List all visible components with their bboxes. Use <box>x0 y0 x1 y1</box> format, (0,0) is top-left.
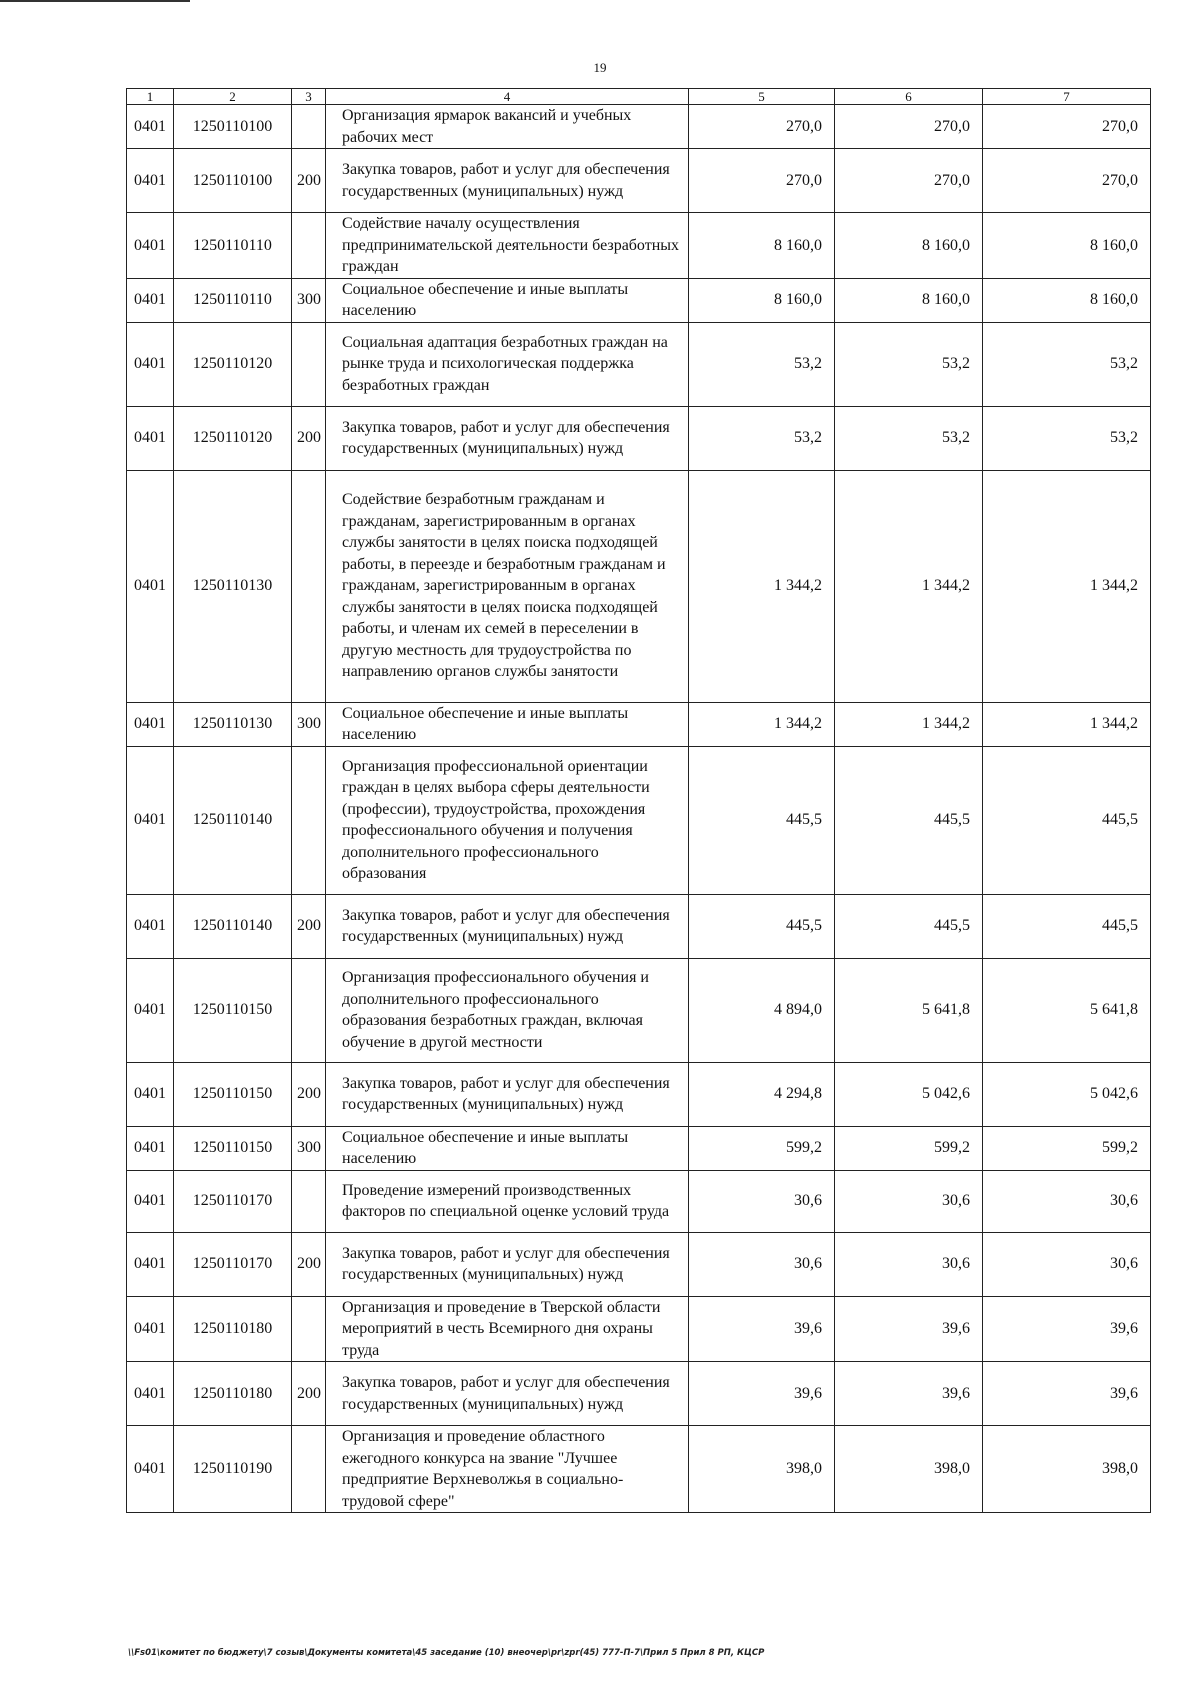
cell-code: 1250110180 <box>174 1362 292 1426</box>
cell-col5-value: 4 294,8 <box>689 1062 835 1126</box>
cell-col7-value: 8 160,0 <box>983 213 1151 279</box>
table-row <box>127 1296 1151 1362</box>
cell-section: 0401 <box>127 105 174 149</box>
cell-code: 1250110150 <box>174 1126 292 1170</box>
cell-col6-value: 5 641,8 <box>835 958 983 1062</box>
cell-type <box>292 322 326 406</box>
cell-col7-value: 39,6 <box>983 1296 1151 1362</box>
header-col-5: 5 <box>689 89 835 105</box>
cell-col6-value: 53,2 <box>835 322 983 406</box>
cell-description: Закупка товаров, работ и услуг для обеспечения государственных (муниципальных) нужд <box>326 1362 689 1426</box>
cell-type <box>292 1170 326 1232</box>
cell-col5-value: 53,2 <box>689 322 835 406</box>
cell-code: 1250110110 <box>174 213 292 279</box>
cell-section: 0401 <box>127 213 174 279</box>
cell-description: Проведение измерений производственных факторов по специальной оценке условий труда <box>326 1170 689 1232</box>
cell-col5-value: 39,6 <box>689 1362 835 1426</box>
header-col-6: 6 <box>835 89 983 105</box>
cell-type <box>292 213 326 279</box>
header-col-4: 4 <box>326 89 689 105</box>
header-row <box>127 89 1151 105</box>
cell-col7-value: 270,0 <box>983 105 1151 149</box>
cell-section: 0401 <box>127 1362 174 1426</box>
cell-section: 0401 <box>127 1062 174 1126</box>
cell-description: Закупка товаров, работ и услуг для обеспечения государственных (муниципальных) нужд <box>326 1232 689 1296</box>
cell-description: Закупка товаров, работ и услуг для обеспечения государственных (муниципальных) нужд <box>326 149 689 213</box>
cell-code: 1250110170 <box>174 1232 292 1296</box>
table-row <box>127 470 1151 702</box>
table-row <box>127 278 1151 322</box>
cell-col6-value: 1 344,2 <box>835 470 983 702</box>
cell-col6-value: 445,5 <box>835 894 983 958</box>
cell-description: Организация и проведение областного ежегодного конкурса на звание "Лучшее предприятие Верхневолжья в социально-трудовой сфере" <box>326 1426 689 1513</box>
table-row <box>127 1362 1151 1426</box>
table-row <box>127 702 1151 746</box>
cell-section: 0401 <box>127 322 174 406</box>
cell-type <box>292 958 326 1062</box>
cell-code: 1250110150 <box>174 1062 292 1126</box>
cell-col5-value: 445,5 <box>689 894 835 958</box>
cell-col5-value: 270,0 <box>689 105 835 149</box>
table-row <box>127 406 1151 470</box>
cell-col5-value: 398,0 <box>689 1426 835 1513</box>
cell-col7-value: 8 160,0 <box>983 278 1151 322</box>
cell-section: 0401 <box>127 702 174 746</box>
cell-section: 0401 <box>127 1170 174 1232</box>
cell-col7-value: 445,5 <box>983 746 1151 894</box>
cell-col7-value: 5 042,6 <box>983 1062 1151 1126</box>
cell-description: Социальная адаптация безработных граждан на рынке труда и психологическая поддержка безработных граждан <box>326 322 689 406</box>
cell-code: 1250110100 <box>174 105 292 149</box>
cell-code: 1250110100 <box>174 149 292 213</box>
table-row <box>127 149 1151 213</box>
cell-code: 1250110170 <box>174 1170 292 1232</box>
cell-section: 0401 <box>127 1126 174 1170</box>
table-row <box>127 1232 1151 1296</box>
cell-col5-value: 39,6 <box>689 1296 835 1362</box>
cell-col7-value: 270,0 <box>983 149 1151 213</box>
cell-col5-value: 8 160,0 <box>689 278 835 322</box>
cell-col6-value: 53,2 <box>835 406 983 470</box>
cell-description: Закупка товаров, работ и услуг для обеспечения государственных (муниципальных) нужд <box>326 1062 689 1126</box>
cell-description: Организация ярмарок вакансий и учебных рабочих мест <box>326 105 689 149</box>
cell-description: Закупка товаров, работ и услуг для обеспечения государственных (муниципальных) нужд <box>326 406 689 470</box>
cell-code: 1250110120 <box>174 406 292 470</box>
cell-col5-value: 8 160,0 <box>689 213 835 279</box>
table-row <box>127 1062 1151 1126</box>
cell-section: 0401 <box>127 470 174 702</box>
cell-col7-value: 5 641,8 <box>983 958 1151 1062</box>
cell-col5-value: 1 344,2 <box>689 702 835 746</box>
cell-col6-value: 1 344,2 <box>835 702 983 746</box>
cell-description: Закупка товаров, работ и услуг для обеспечения государственных (муниципальных) нужд <box>326 894 689 958</box>
table-row <box>127 105 1151 149</box>
cell-col6-value: 39,6 <box>835 1362 983 1426</box>
cell-col7-value: 30,6 <box>983 1232 1151 1296</box>
cell-col5-value: 30,6 <box>689 1232 835 1296</box>
cell-code: 1250110130 <box>174 702 292 746</box>
cell-code: 1250110180 <box>174 1296 292 1362</box>
table-row <box>127 1426 1151 1513</box>
footer-file-path: \\Fs01\комитет по бюджету\7 созыв\Документы комитета\45 заседание (10) внеочер\pr\zpr(45) 777-П-7\Прил 5 Прил 8 РП, КЦСР <box>128 1648 765 1658</box>
cell-col6-value: 30,6 <box>835 1170 983 1232</box>
scan-border-line <box>0 0 190 2</box>
cell-description: Организация профессиональной ориентации граждан в целях выбора сферы деятельности (профессии), трудоустройства, прохождения профессионального обучения и получения дополнительного профессионального образования <box>326 746 689 894</box>
cell-col6-value: 8 160,0 <box>835 213 983 279</box>
cell-section: 0401 <box>127 1426 174 1513</box>
cell-description: Социальное обеспечение и иные выплаты населению <box>326 278 689 322</box>
cell-type: 200 <box>292 1362 326 1426</box>
cell-code: 1250110140 <box>174 894 292 958</box>
cell-type: 300 <box>292 1126 326 1170</box>
cell-col7-value: 1 344,2 <box>983 702 1151 746</box>
cell-description: Социальное обеспечение и иные выплаты населению <box>326 702 689 746</box>
cell-section: 0401 <box>127 406 174 470</box>
cell-code: 1250110190 <box>174 1426 292 1513</box>
header-col-2: 2 <box>174 89 292 105</box>
cell-type <box>292 1426 326 1513</box>
cell-col5-value: 270,0 <box>689 149 835 213</box>
header-col-7: 7 <box>983 89 1151 105</box>
cell-description: Содействие безработным гражданам и гражданам, зарегистрированным в органах службы занятости в целях поиска подходящей работы, в переезде и безработным гражданам и гражданам, зарегистрированным в органах службы занятости в целях поиска подходящей работы, и членам их семей в переселении в другую местность для трудоустройства по направлению органов службы занятости <box>326 470 689 702</box>
cell-type: 300 <box>292 278 326 322</box>
cell-col7-value: 1 344,2 <box>983 470 1151 702</box>
cell-section: 0401 <box>127 894 174 958</box>
cell-section: 0401 <box>127 278 174 322</box>
cell-code: 1250110130 <box>174 470 292 702</box>
cell-section: 0401 <box>127 149 174 213</box>
cell-col6-value: 30,6 <box>835 1232 983 1296</box>
cell-col7-value: 30,6 <box>983 1170 1151 1232</box>
header-col-3: 3 <box>292 89 326 105</box>
cell-code: 1250110150 <box>174 958 292 1062</box>
cell-description: Организация и проведение в Тверской области мероприятий в честь Всемирного дня охраны труда <box>326 1296 689 1362</box>
cell-col7-value: 53,2 <box>983 322 1151 406</box>
cell-type: 200 <box>292 406 326 470</box>
cell-col5-value: 445,5 <box>689 746 835 894</box>
cell-col5-value: 599,2 <box>689 1126 835 1170</box>
cell-code: 1250110120 <box>174 322 292 406</box>
page-number: 19 <box>593 60 607 75</box>
cell-description: Организация профессионального обучения и дополнительного профессионального образования безработных граждан, включая обучение в другой местности <box>326 958 689 1062</box>
cell-col7-value: 445,5 <box>983 894 1151 958</box>
cell-col6-value: 270,0 <box>835 105 983 149</box>
cell-col5-value: 30,6 <box>689 1170 835 1232</box>
cell-col7-value: 39,6 <box>983 1362 1151 1426</box>
cell-description: Социальное обеспечение и иные выплаты населению <box>326 1126 689 1170</box>
cell-type: 200 <box>292 1232 326 1296</box>
cell-type: 200 <box>292 149 326 213</box>
cell-section: 0401 <box>127 1296 174 1362</box>
cell-col6-value: 39,6 <box>835 1296 983 1362</box>
table-row <box>127 894 1151 958</box>
cell-col6-value: 5 042,6 <box>835 1062 983 1126</box>
cell-col7-value: 53,2 <box>983 406 1151 470</box>
table-row <box>127 1170 1151 1232</box>
cell-type <box>292 1296 326 1362</box>
cell-type <box>292 105 326 149</box>
cell-description: Содействие началу осуществления предпринимательской деятельности безработных граждан <box>326 213 689 279</box>
cell-col5-value: 1 344,2 <box>689 470 835 702</box>
table-row <box>127 322 1151 406</box>
cell-col6-value: 270,0 <box>835 149 983 213</box>
table-row <box>127 213 1151 279</box>
cell-col6-value: 599,2 <box>835 1126 983 1170</box>
cell-type <box>292 470 326 702</box>
table-row <box>127 958 1151 1062</box>
cell-code: 1250110110 <box>174 278 292 322</box>
table-row <box>127 746 1151 894</box>
cell-section: 0401 <box>127 958 174 1062</box>
cell-type: 200 <box>292 1062 326 1126</box>
cell-code: 1250110140 <box>174 746 292 894</box>
cell-col7-value: 398,0 <box>983 1426 1151 1513</box>
cell-col6-value: 445,5 <box>835 746 983 894</box>
cell-col7-value: 599,2 <box>983 1126 1151 1170</box>
cell-section: 0401 <box>127 746 174 894</box>
cell-type: 300 <box>292 702 326 746</box>
budget-table <box>126 88 1151 1513</box>
cell-col6-value: 398,0 <box>835 1426 983 1513</box>
table-row <box>127 1126 1151 1170</box>
cell-type: 200 <box>292 894 326 958</box>
cell-col6-value: 8 160,0 <box>835 278 983 322</box>
cell-col5-value: 4 894,0 <box>689 958 835 1062</box>
cell-col5-value: 53,2 <box>689 406 835 470</box>
cell-section: 0401 <box>127 1232 174 1296</box>
cell-type <box>292 746 326 894</box>
header-col-1: 1 <box>127 89 174 105</box>
